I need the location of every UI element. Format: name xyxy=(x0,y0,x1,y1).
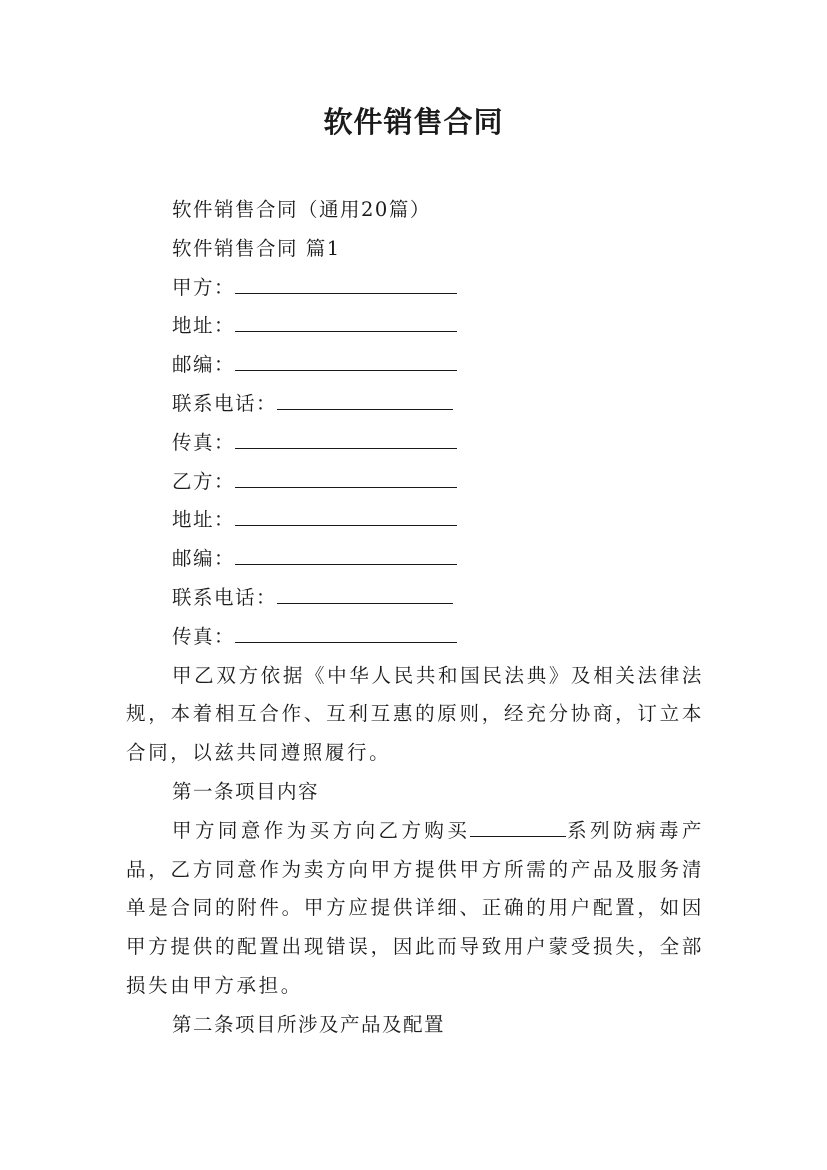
party-a-fax-line xyxy=(126,424,704,463)
document-subtitle: 软件销售合同（通用20篇） xyxy=(172,198,431,221)
party-a-address-label: 地址： xyxy=(172,314,236,338)
party-b-line xyxy=(126,463,704,502)
party-a-fax-label: 传真： xyxy=(172,430,236,454)
document-title: 软件销售合同 xyxy=(323,105,504,139)
party-b-label: 乙方： xyxy=(172,469,236,493)
article1-paragraph xyxy=(126,812,704,1006)
section-heading: 软件销售合同 篇1 xyxy=(172,236,341,260)
party-a-line xyxy=(126,269,704,308)
party-b-blank xyxy=(235,465,457,488)
party-b-phone-line xyxy=(126,579,704,618)
party-a-postcode-blank xyxy=(235,348,457,371)
intro-paragraph: 甲乙双方依据《中华人民共和国民法典》及相关法律法规，本着相互合作、互利互惠的原则，经充分协商，订立本合同，以兹共同遵照履行。 xyxy=(126,663,704,765)
party-b-address-blank xyxy=(235,503,457,526)
party-b-postcode-blank xyxy=(235,542,457,565)
party-a-phone-label: 联系电话： xyxy=(172,391,278,415)
party-b-address-label: 地址： xyxy=(172,508,236,532)
party-b-address-line xyxy=(126,501,704,540)
party-a-address-blank xyxy=(235,309,457,332)
party-b-phone-label: 联系电话： xyxy=(172,585,278,609)
party-b-postcode-line xyxy=(126,540,704,579)
party-a-blank xyxy=(235,271,457,294)
party-a-fax-blank xyxy=(235,426,457,449)
article1-text-after-blank: 系列防病毒产品，乙方同意作为卖方向甲方提供甲方所需的产品及服务清单是合同的附件。甲方应提供详细、正确的用户配置，如因甲方提供的配置出现错误，因此而导致用户蒙受损失，全部损失由甲方承担。 xyxy=(126,818,704,997)
party-b-fax-label: 传真： xyxy=(172,624,236,648)
party-a-label: 甲方： xyxy=(172,275,236,299)
party-a-postcode-label: 邮编： xyxy=(172,353,236,377)
document-body xyxy=(126,191,704,1045)
product-series-blank xyxy=(470,814,566,837)
party-b-fax-blank xyxy=(235,620,457,643)
party-a-postcode-line xyxy=(126,346,704,385)
party-a-phone-blank xyxy=(277,387,453,410)
party-b-fax-line xyxy=(126,618,704,657)
party-a-phone-line xyxy=(126,385,704,424)
article2-heading: 第二条项目所涉及产品及配置 xyxy=(172,1012,446,1036)
party-b-postcode-label: 邮编： xyxy=(172,547,236,571)
article1-text-before-blank: 甲方同意作为买方向乙方购买 xyxy=(172,818,471,842)
article1-heading: 第一条项目内容 xyxy=(172,779,320,803)
party-b-phone-blank xyxy=(277,581,453,604)
party-a-address-line xyxy=(126,307,704,346)
